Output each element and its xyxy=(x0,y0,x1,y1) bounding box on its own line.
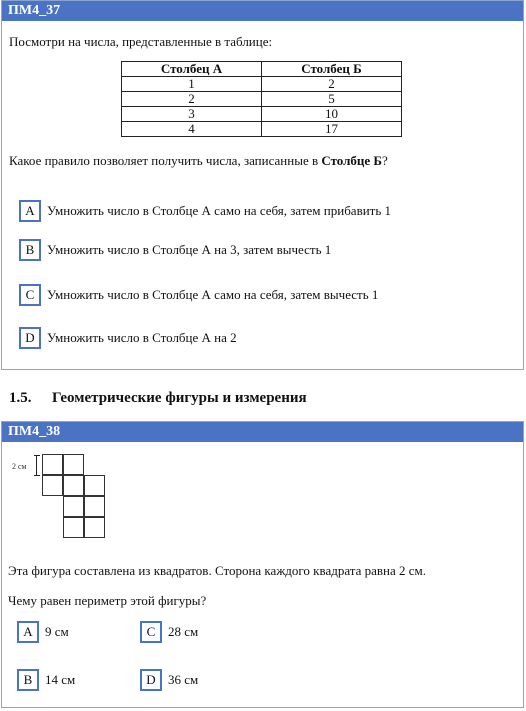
answer-option-a[interactable] xyxy=(19,200,391,222)
question-card-pm4-37 xyxy=(1,0,524,370)
option-letter-box[interactable]: B xyxy=(17,669,39,691)
table-cell: 1 xyxy=(122,77,262,92)
answer-option-d[interactable] xyxy=(140,669,198,691)
square xyxy=(84,496,105,517)
table-row xyxy=(122,122,402,137)
option-letter-box[interactable]: C xyxy=(140,621,162,643)
question-intro: Посмотри на числа, представленные в таблице: xyxy=(9,34,273,49)
table-row xyxy=(122,77,402,92)
question-code: ПМ4_37 xyxy=(2,1,523,21)
option-letter-box[interactable]: C xyxy=(19,284,41,306)
option-text: Умножить число в Столбце А на 2 xyxy=(47,330,237,345)
question-text-suffix: ? xyxy=(382,153,388,168)
square xyxy=(84,517,105,538)
squares-figure xyxy=(8,452,118,552)
option-text: Умножить число в Столбце А само на себя, затем вычесть 1 xyxy=(47,287,379,302)
answer-option-c[interactable] xyxy=(140,621,198,643)
question-code: ПМ4_38 xyxy=(2,422,523,442)
option-text: 14 см xyxy=(45,672,76,687)
square xyxy=(42,475,63,496)
answer-option-b[interactable] xyxy=(17,669,75,691)
option-text: Умножить число в Столбце А само на себя, затем прибавить 1 xyxy=(47,203,392,218)
answer-option-b[interactable] xyxy=(19,239,331,261)
answer-option-c[interactable] xyxy=(19,284,378,306)
option-letter-box[interactable]: D xyxy=(140,669,162,691)
table-cell: 4 xyxy=(122,122,262,137)
option-letter-box[interactable]: B xyxy=(19,239,41,261)
option-text: 28 см xyxy=(168,624,199,639)
square xyxy=(63,475,84,496)
table-cell: 2 xyxy=(262,77,402,92)
option-letter-box[interactable]: A xyxy=(19,200,41,222)
numbers-table xyxy=(121,61,402,137)
table-cell: 3 xyxy=(122,107,262,122)
square xyxy=(63,496,84,517)
question-text xyxy=(9,153,388,169)
question-statement: Эта фигура составлена из квадратов. Сторона каждого квадрата равна 2 см. xyxy=(8,563,427,578)
question-text-prefix: Какое правило позволяет получить числа, записанные в xyxy=(9,153,322,168)
section-number: 1.5. xyxy=(9,390,32,406)
question-text: Чему равен периметр этой фигуры? xyxy=(8,593,207,608)
table-cell: 17 xyxy=(262,122,402,137)
square xyxy=(84,475,105,496)
option-text: Умножить число в Столбце А на 3, затем вычесть 1 xyxy=(47,242,332,257)
square xyxy=(63,517,84,538)
section-heading xyxy=(9,390,307,407)
table-header-column-a: Столбец А xyxy=(122,62,262,77)
option-text: 36 см xyxy=(168,672,199,687)
table-row xyxy=(122,107,402,122)
square xyxy=(63,454,84,475)
option-letter-box[interactable]: D xyxy=(19,327,41,349)
answer-option-a[interactable] xyxy=(17,621,69,643)
scale-bar-icon xyxy=(34,455,40,476)
option-letter-box[interactable]: A xyxy=(17,621,39,643)
scale-label: 2 см xyxy=(12,462,27,471)
square xyxy=(42,454,63,475)
question-text-bold: Столбце Б xyxy=(321,153,383,168)
table-header-column-b: Столбец Б xyxy=(262,62,402,77)
table-cell: 5 xyxy=(262,92,402,107)
option-text: 9 см xyxy=(45,624,69,639)
answer-option-d[interactable] xyxy=(19,327,237,349)
table-cell: 10 xyxy=(262,107,402,122)
table-cell: 2 xyxy=(122,92,262,107)
table-row xyxy=(122,92,402,107)
section-title-text: Геометрические фигуры и измерения xyxy=(52,390,307,406)
